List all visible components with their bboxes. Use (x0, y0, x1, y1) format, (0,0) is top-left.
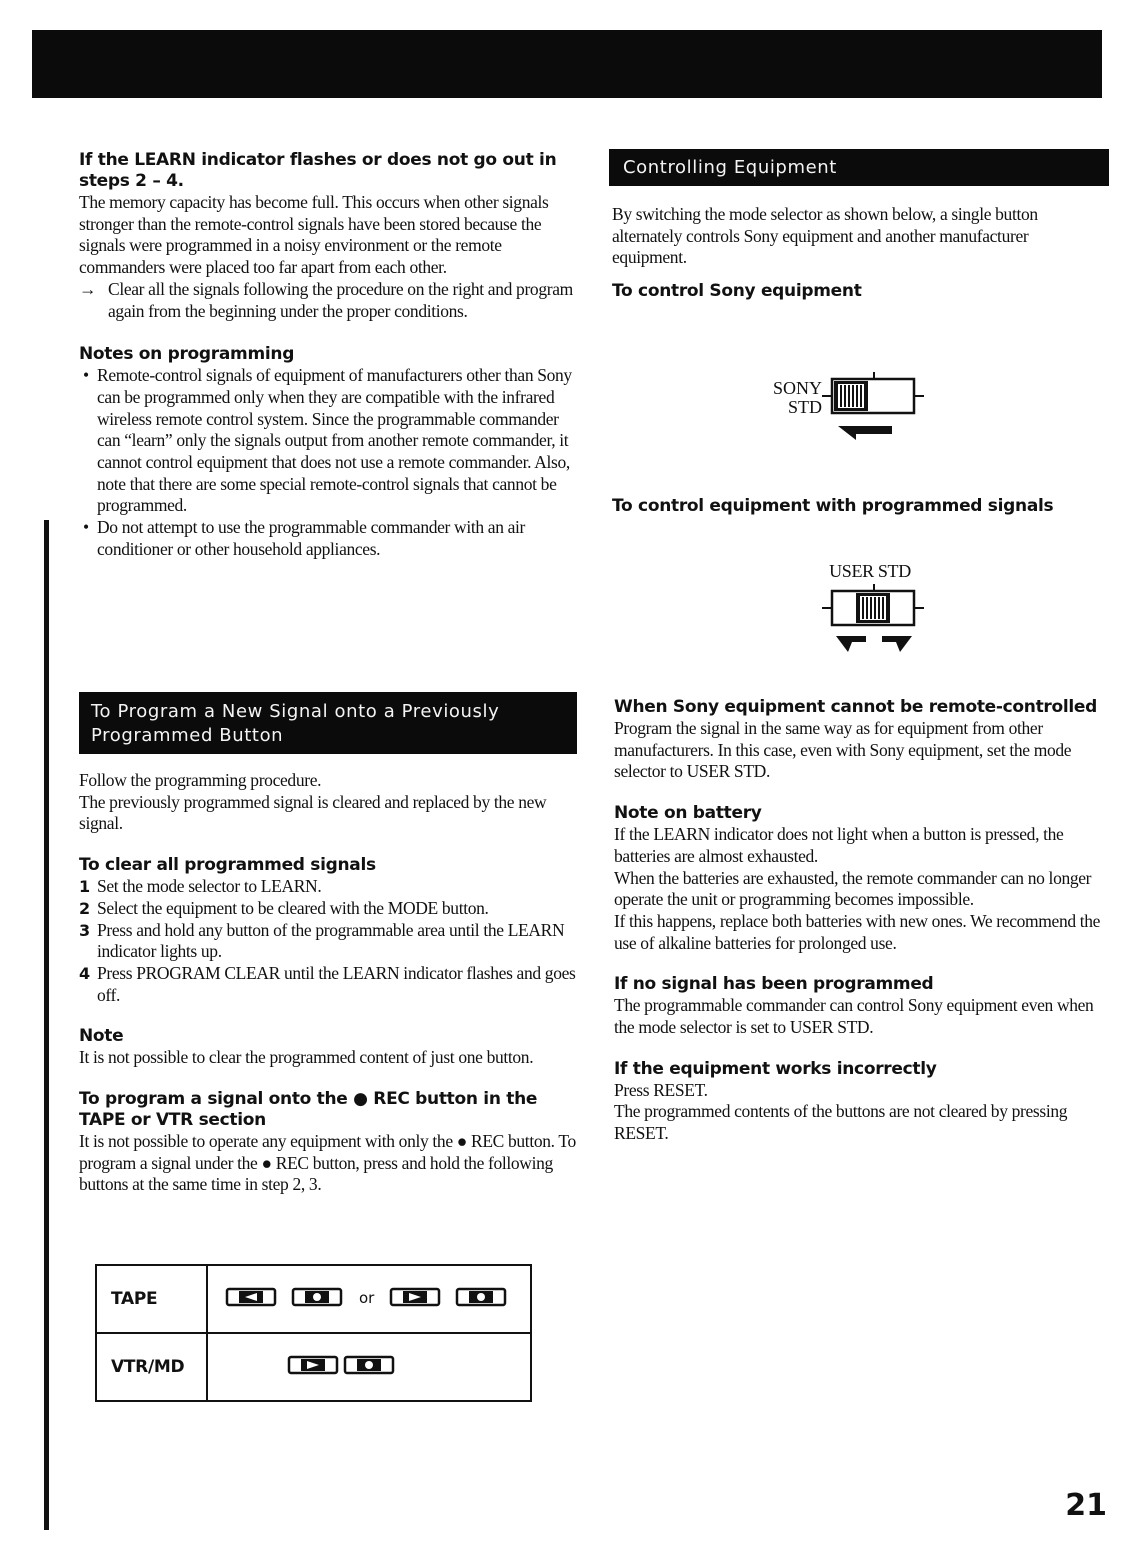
section-title: Controlling Equipment (623, 157, 837, 178)
learn-paragraph: The memory capacity has become full. This occurs when other signals stronger than the remote-control signals have been stored because the signals were programmed in a noisy environment or the remote commanders were placed too far apart from each other. (79, 192, 549, 278)
direction-arrow-icon (838, 426, 892, 440)
section-bar-controlling-equipment (609, 149, 1109, 186)
button-combination-table (95, 1264, 532, 1402)
battery-text: If the LEARN indicator does not light when a button is pressed, the batteries are almost exhausted. (614, 824, 1064, 866)
battery-text: If this happens, replace both batteries with new ones. We recommend the use of alkaline batteries for prolonged use. (614, 910, 1101, 953)
clear-step: 1 Set the mode selector to LEARN. (79, 876, 322, 897)
incorrect-text: The programmed contents of the buttons are not cleared by pressing RESET. (614, 1101, 1068, 1144)
rewind-button-icon (227, 1289, 275, 1305)
play-button-icon (289, 1357, 337, 1373)
nosignal-heading: If no signal has been programmed (614, 974, 934, 995)
page-number: 21 (1065, 1488, 1107, 1523)
learn-heading: If the LEARN indicator flashes or does not go out in steps 2 – 4. (79, 150, 557, 191)
rec-button-icon (345, 1357, 393, 1373)
section-bar-program-new-signal (79, 692, 577, 754)
note-text: It is not possible to clear the programmed content of just one button. (79, 1047, 534, 1068)
sony-heading: To control Sony equipment (612, 281, 862, 302)
notes-item: • Do not attempt to use the programmable commander with an air conditioner or other household appliances. (83, 517, 526, 559)
vtr-buttons-cell (207, 1333, 531, 1401)
rec-text: It is not possible to operate any equipment with only the ● REC button. To program a signal under the ● REC button, press and hold the following buttons at the same time in step 2, 3. (79, 1131, 576, 1195)
tape-buttons-cell (207, 1265, 531, 1333)
tape-buttons (209, 1282, 529, 1312)
section-para-1: Follow the programming procedure. (79, 770, 322, 790)
nosignal-text: The programmable commander can control Sony equipment even when the mode selector is set to USER STD. (614, 995, 1094, 1038)
vtr-label: VTR/MD (111, 1356, 185, 1377)
intro-text: By switching the mode selector as shown below, a single button alternately controls Sony equipment and another manufacturer equipment. (612, 204, 1038, 268)
vtr-label-cell (96, 1333, 207, 1401)
clear-step: 2 Select the equipment to be cleared with the MODE button. (79, 897, 489, 918)
vtr-buttons (209, 1350, 529, 1380)
rec-button-icon (293, 1289, 341, 1305)
arrow-icon: → (79, 278, 97, 299)
left-margin-rule (44, 520, 49, 1530)
bullet-icon: • (83, 365, 89, 386)
cannot-text: Program the signal in the same way as for equipment from other manufacturers. In this case, even with Sony equipment, set the mode selector to USER STD. (614, 718, 1072, 782)
mode-selector-switch-icon (822, 370, 926, 446)
notes-item: • Remote-control signals of equipment of manufacturers other than Sony can be programmed only when they are compatible with the infrared wireless remote control system. Since the programmable commander can “learn” only the signals output from another remote commander, it cannot control equipment that does not use a remote commander. Also, note that there are some special remote-control signals that cannot be programmed. (83, 365, 572, 516)
programmed-heading: To control equipment with programmed signals (612, 496, 1054, 516)
left-column-lower (79, 770, 579, 1196)
tape-label: TAPE (111, 1288, 158, 1309)
learn-action: → Clear all the signals following the procedure on the right and program again from the beginning under the proper conditions. (79, 278, 573, 321)
clear-step: 4 Press PROGRAM CLEAR until the LEARN indicator flashes and goes off. (79, 962, 576, 1005)
top-black-banner (32, 30, 1102, 98)
section-para-2: The previously programmed signal is cleared and replaced by the new signal. (79, 791, 547, 834)
incorrect-text: Press RESET. (614, 1079, 708, 1100)
clear-heading: To clear all programmed signals (79, 855, 376, 876)
bullet-icon: • (83, 517, 89, 538)
mode-selector-switch-icon (822, 582, 926, 658)
left-column (79, 150, 579, 561)
play-button-icon (391, 1289, 439, 1305)
cannot-heading: When Sony equipment cannot be remote-controlled (614, 697, 1098, 717)
battery-heading: Note on battery (614, 803, 762, 824)
incorrect-heading: If the equipment works incorrectly (614, 1058, 937, 1079)
table-row (96, 1333, 531, 1401)
tape-label-cell (96, 1265, 207, 1333)
right-column-lower (614, 697, 1109, 1145)
user-std-label: USER STD (829, 561, 911, 581)
sony-std-label: SONY STD (772, 378, 822, 417)
rec-button-icon (457, 1289, 505, 1305)
right-column-top (612, 204, 1082, 302)
notes-heading: Notes on programming (79, 344, 295, 365)
clear-step: 3 Press and hold any button of the programmable area until the LEARN indicator lights up. (79, 919, 565, 962)
rec-heading: To program a signal onto the ● REC button in the TAPE or VTR section (79, 1089, 538, 1131)
battery-text: When the batteries are exhausted, the remote commander can no longer operate the unit or programming becomes impossible. (614, 867, 1092, 910)
note-heading: Note (79, 1026, 124, 1047)
section-title: To Program a New Signal onto a Previously Programmed Button (91, 701, 500, 746)
table-row (96, 1265, 531, 1333)
direction-arrow-icon (836, 636, 912, 652)
or-text: or (359, 1288, 375, 1307)
